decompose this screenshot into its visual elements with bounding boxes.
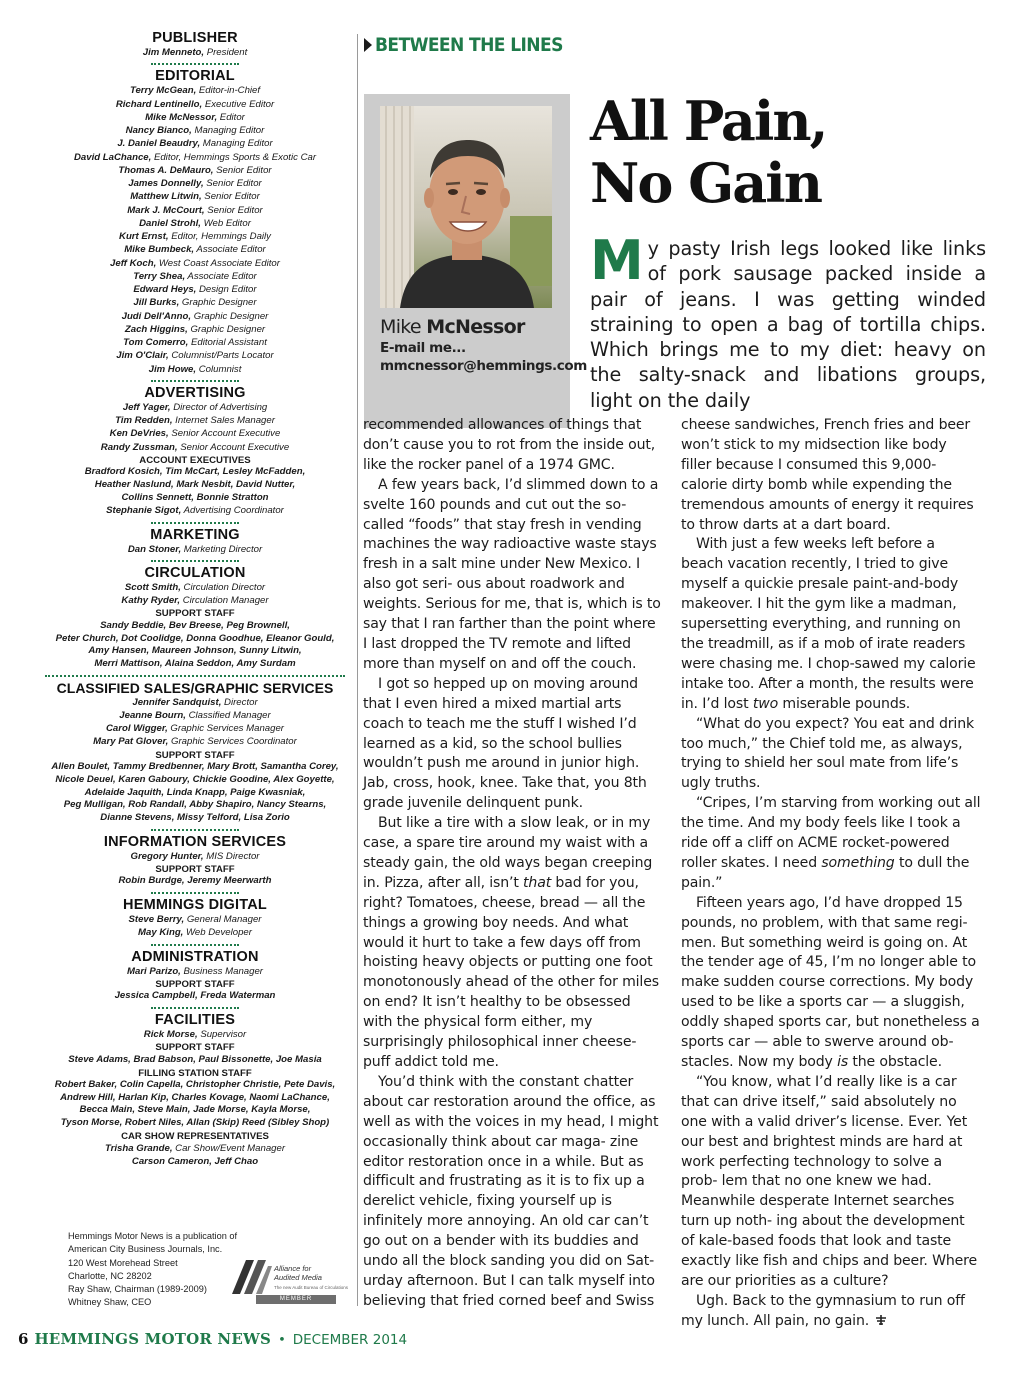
dotted-divider xyxy=(151,827,239,831)
staff-role: Circulation Director xyxy=(180,581,266,593)
staff-name: Trisha Grande, xyxy=(104,1143,173,1155)
paragraph xyxy=(681,535,981,714)
staff-role: Editorial Assistant xyxy=(188,337,267,348)
aam-logo-icon xyxy=(232,1258,276,1294)
staff-role: Web Developer xyxy=(183,927,252,939)
staff-group-line: Adelaide Jaquith, Linda Knapp, Paige Kwasniak, xyxy=(84,786,306,798)
text-run: bad for you, right? Tomatoes, cheese, bread — all the things a growing boy needs. And what would it hurt to take a few days off from hoisting heavy objects or putting one foot monotonously ahead of the other for miles on end? It isn’t healthy to be obsessed with the physical form either, my surprisingly philosophical inner cheese-puff addict told me. xyxy=(363,874,659,1070)
author-name xyxy=(380,316,525,338)
staff-role: Supervisor xyxy=(197,1029,247,1041)
emphasis: that xyxy=(523,874,552,891)
emphasis: two xyxy=(752,695,779,712)
page-number: 6 xyxy=(18,1330,29,1348)
staff-group-line: Allen Boulet, Tammy Bredbenner, Mary Brott, Samantha Corey, xyxy=(51,761,339,773)
masthead-marketing xyxy=(44,527,346,556)
staff-line xyxy=(44,926,346,939)
text-run: miserable pounds. xyxy=(778,695,911,712)
staff-line xyxy=(44,190,346,203)
bullet-separator: • xyxy=(278,1333,286,1348)
masthead-information-services xyxy=(44,834,346,888)
lede-text: y pasty Irish legs looked like links of pork sausage packed inside a pair of jeans. I was getting winded straining to open a bag of tortilla chips. Which brings me to my diet: heavy on the salty-snack and libations groups, light on the daily xyxy=(590,237,986,412)
staff-name: Matthew Litwin, xyxy=(130,191,202,203)
staff-line xyxy=(44,270,346,283)
staff-role: Columnist xyxy=(196,363,242,375)
paragraph xyxy=(681,1292,981,1332)
author-box xyxy=(364,94,587,428)
staff-group-line: Bradford Kosich, Tim McCart, Lesley McFadden, xyxy=(84,466,306,478)
emphasis: something xyxy=(821,854,895,871)
staff-line xyxy=(44,414,346,427)
staff-line xyxy=(44,111,346,124)
staff-role: Graphic Designer xyxy=(187,323,266,335)
staff-name: Mary Pat Glover, xyxy=(93,736,169,748)
staff-line xyxy=(44,735,346,748)
aam-line: Audited Media xyxy=(274,1273,322,1282)
masthead-facilities xyxy=(44,1012,346,1168)
staff-line xyxy=(44,84,346,97)
author-email-link[interactable]: mmcnessor@hemmings.com xyxy=(380,358,587,374)
dotted-divider xyxy=(151,61,239,65)
section-title-circulation: CIRCULATION xyxy=(144,564,246,581)
staff-role: Senior Editor xyxy=(204,204,263,216)
paragraph: “What do you expect? You eat and drink too much,” the Chief told me, as always, trying to shield her soul mate from life’s ugly truths. xyxy=(681,715,974,792)
staff-line xyxy=(44,913,346,926)
staff-line xyxy=(44,257,346,270)
staff-name: Mike Bumbeck, xyxy=(124,244,195,256)
staff-line xyxy=(44,441,346,454)
staff-name: Terry McGean, xyxy=(129,85,197,97)
staff-line xyxy=(44,543,346,556)
staff-line xyxy=(44,124,346,137)
staff-role: Senior Editor xyxy=(203,178,262,189)
text-run: to dull the pain.” xyxy=(681,854,970,891)
publication-info-line: American City Business Journals, Inc. xyxy=(68,1244,223,1255)
staff-role: Car Show/Event Manager xyxy=(172,1143,286,1155)
emphasis: is xyxy=(837,1054,849,1070)
staff-line xyxy=(44,504,346,517)
staff-role: Managing Editor xyxy=(200,138,273,150)
text-run: “Cripes, I’m starving from working out all the time. And my body feels like I took a ride off a cliff on ACME rocket-powered roller skates. I need xyxy=(681,795,981,871)
staff-name: Rick Morse, xyxy=(143,1029,198,1041)
section-title-publisher: PUBLISHER xyxy=(152,30,238,46)
staff-role: Columnist/Parts Locator xyxy=(168,350,274,362)
staff-line xyxy=(44,850,346,863)
staff-role: Associate Editor xyxy=(194,244,266,256)
staff-name: Terry Shea, xyxy=(133,270,186,282)
staff-name: Thomas A. DeMauro, xyxy=(118,164,214,176)
dotted-divider xyxy=(151,558,239,562)
staff-role: Editor-in-Chief xyxy=(196,85,261,97)
subsection-title-support-staff: SUPPORT STAFF xyxy=(155,863,235,875)
article-column-1 xyxy=(363,416,663,1312)
author-email-label: E-mail me... xyxy=(380,340,466,356)
text-run: the obstacle. xyxy=(848,1054,942,1070)
staff-line xyxy=(44,283,346,296)
staff-role: Editor xyxy=(217,111,245,123)
staff-line xyxy=(44,363,346,376)
staff-role: Internet Sales Manager xyxy=(172,415,275,426)
publication-info-lines xyxy=(68,1230,237,1310)
masthead-classified xyxy=(44,680,346,825)
staff-role: Executive Editor xyxy=(202,98,275,110)
aam-member-badge: MEMBER xyxy=(256,1295,336,1304)
staff-group-line: Merri Mattison, Alaina Seddon, Amy Surdam xyxy=(94,657,296,669)
staff-line xyxy=(44,296,346,309)
staff-group-line: Robert Baker, Colin Capella, Christopher Christie, Pete Davis, xyxy=(54,1079,336,1091)
staff-line xyxy=(44,46,346,59)
masthead-advertising xyxy=(44,385,346,518)
staff-name: Steve Berry, xyxy=(128,914,185,926)
paragraph xyxy=(681,894,981,1073)
staff-line xyxy=(44,137,346,150)
staff-group-line: Amy Hansen, Maureen Johnson, Sunny Litwin, xyxy=(88,645,302,657)
staff-name: Mark J. McCourt, xyxy=(127,204,205,216)
staff-role: Design Editor xyxy=(196,284,257,295)
paragraph: “You know, what I’d really like is a car that can drive itself,” said absolutely no one with a valid driver’s license. Ever. Yet our best and brightest minds are hard at work perfecting technology to solve a prob- lem that no one knew we had. Meanwhile desperate Internet searches turn up noth- ing about the development of kale-based foods that look and taste exactly like fish and chips and beer. Where are our priorities as a culture? xyxy=(681,1073,978,1289)
staff-line xyxy=(44,696,346,709)
staff-role: Marketing Director xyxy=(181,543,263,555)
staff-group-line: Peter Church, Dot Coolidge, Donna Goodhue, Eleanor Gould, xyxy=(55,632,335,644)
staff-line xyxy=(44,336,346,349)
staff-group-line: Collins Sennett, Bonnie Stratton xyxy=(121,491,269,503)
subsection-title-support-staff: SUPPORT STAFF xyxy=(155,1042,235,1054)
staff-line xyxy=(44,310,346,323)
section-title-advertising: ADVERTISING xyxy=(144,384,246,401)
publication-info-line: Hemmings Motor News is a publication of xyxy=(68,1231,238,1241)
publication-info-line: Ray Shaw, Chairman (1989-2009) xyxy=(68,1284,207,1295)
author-photo xyxy=(380,106,552,308)
aam-line: Alliance for xyxy=(274,1264,312,1273)
triangle-arrow-icon xyxy=(364,38,372,52)
paragraph: A few years back, I’d slimmed down to a svelte 160 pounds and cut out the so-called “foods” that stay fresh in vending machines the way radioactive waste stays fresh in a salt mine under New Mexico. I also got seri- ous about roadwork and weights. Serious for me, that is, which is to say that I ran farther than the point where I last dropped the TV remote and lifted more than myself on and off the couch. xyxy=(363,476,661,672)
staff-name: Carol Wigger, xyxy=(106,723,168,735)
paragraph: recommended allowances of things that don’t cause you to rot from the inside out, like the rocker panel of a 1974 GMC. xyxy=(363,417,656,473)
article-lede xyxy=(590,229,986,412)
section-title-editorial: EDITORIAL xyxy=(155,68,235,85)
staff-name: Edward Heys, xyxy=(133,284,197,295)
staff-name: Daniel Strohl, xyxy=(139,217,201,229)
masthead-digital xyxy=(44,897,346,940)
staff-name: Jeanne Bourn, xyxy=(119,709,186,721)
staff-group-line: Dianne Stevens, Missy Telford, Lisa Zorio xyxy=(100,811,290,823)
staff-line xyxy=(44,98,346,111)
author-first-name: Mike xyxy=(380,316,421,338)
staff-line xyxy=(44,581,346,594)
staff-name: Randy Zussman, xyxy=(100,441,178,453)
staff-line xyxy=(44,594,346,607)
staff-name: Jim Menneto, xyxy=(142,47,205,58)
staff-group-line: Sandy Beddie, Bev Breese, Peg Brownell, xyxy=(100,619,290,631)
article-headline xyxy=(590,90,1010,214)
staff-role: Senior Account Executive xyxy=(177,441,290,453)
section-title-administration: ADMINISTRATION xyxy=(131,948,259,965)
dotted-divider xyxy=(151,520,239,524)
staff-role: Senior Editor xyxy=(213,164,272,176)
publication-name: HEMMINGS MOTOR NEWS xyxy=(34,1330,272,1348)
staff-name: Gregory Hunter, xyxy=(130,850,204,862)
end-mark-icon xyxy=(875,1314,887,1326)
staff-line xyxy=(44,1142,346,1155)
staff-role: Editor, Hemmings Sports & Exotic Car xyxy=(151,151,317,163)
staff-role: Graphic Designer xyxy=(179,297,257,309)
publication-info xyxy=(68,1228,349,1310)
masthead-circulation xyxy=(44,565,346,671)
staff-line xyxy=(44,217,346,230)
staff-name: Mari Parizo, xyxy=(127,965,181,977)
staff-line xyxy=(44,243,346,256)
staff-name: Zach Higgins, xyxy=(124,323,188,335)
staff-name: Mike McNessor, xyxy=(145,111,218,123)
staff-name: Richard Lentinello, xyxy=(115,98,203,110)
staff-group-line: Jessica Campbell, Freda Waterman xyxy=(114,990,276,1002)
staff-group-line: Robin Burdge, Jeremy Meerwarth xyxy=(118,875,272,887)
staff-name: Scott Smith, xyxy=(124,581,181,593)
staff-line xyxy=(44,204,346,217)
aam-tagline: The new Audit Bureau of Circulations xyxy=(274,1285,349,1290)
staff-role: Graphic Designer xyxy=(191,310,269,322)
section-title-marketing: MARKETING xyxy=(150,526,240,543)
staff-name: Kurt Ernst, xyxy=(119,231,169,242)
section-title-facilities: FACILITIES xyxy=(154,1012,236,1029)
staff-role: Graphic Services Coordinator xyxy=(168,736,297,748)
publication-info-line: 120 West Morehead Street xyxy=(68,1257,178,1268)
headline-line: No Gain xyxy=(590,151,822,215)
staff-name: May King, xyxy=(138,927,184,939)
section-title-information-services: INFORMATION SERVICES xyxy=(103,833,287,850)
staff-line xyxy=(44,1028,346,1041)
section-title-digital: HEMMINGS DIGITAL xyxy=(123,897,267,914)
text-run: But like a tire with a slow leak, or in my case, a spare tire around my waist with a steady gain, the old ways began creeping in. Pizza, after all, isn’t xyxy=(363,815,653,891)
staff-role: General Manager xyxy=(184,914,262,926)
staff-group-line: Peg Mulligan, Rob Randall, Abby Shapiro, Nancy Stearns, xyxy=(63,799,327,811)
dotted-divider xyxy=(151,378,239,382)
masthead-publisher xyxy=(44,30,346,59)
staff-line xyxy=(44,230,346,243)
staff-name: Jeff Koch, xyxy=(110,257,157,269)
text-run: With just a few weeks left before a beach vacation recently, I tried to give myself a quickie presale paint-and-body makeover. I hit the gym like a madman, supersetting everything, and running on the treadmill, as if a mob of irate readers were chasing me. I chop-sawed my calorie intake too. After a month, the results were in. I’d lost xyxy=(681,536,976,712)
staff-name: Jill Burks, xyxy=(133,297,180,309)
publication-info-line: Whitney Shaw, CEO xyxy=(68,1297,152,1308)
subsection-title-support-staff: SUPPORT STAFF xyxy=(155,608,235,620)
staff-line xyxy=(44,177,346,190)
staff-name: James Donnelly, xyxy=(128,178,204,189)
staff-role: Senior Editor xyxy=(201,191,260,203)
dotted-divider xyxy=(151,942,239,946)
text-run: Fifteen years ago, I’d have dropped 15 pounds, no problem, with that same regi- men. But something weird is going on. At the tender age of 45, I’m no longer able to make sudden course corrections. My body used to be like a sports car — a sluggish, oddly shaped sports car, but nonetheless a sports car — able to swerve around ob- stacles. Now my body xyxy=(681,894,980,1070)
staff-line xyxy=(44,965,346,978)
staff-name: Ken DeVries, xyxy=(109,428,169,440)
subsection-title-support-staff: SUPPORT STAFF xyxy=(155,749,235,761)
text-run: Ugh. Back to the gymnasium to run off my lunch. All pain, no gain. xyxy=(681,1292,965,1329)
staff-role: West Coast Associate Editor xyxy=(156,257,280,269)
subsection-title-support-staff: SUPPORT STAFF xyxy=(155,978,235,990)
staff-role: Advertising Coordinator xyxy=(181,505,284,517)
staff-role: Business Manager xyxy=(180,965,263,977)
staff-line xyxy=(44,151,346,164)
staff-name: Jeff Yager, xyxy=(122,401,171,413)
staff-line xyxy=(44,401,346,414)
staff-name: Judi Dell'Anno, xyxy=(121,310,192,322)
masthead-administration xyxy=(44,949,346,1003)
dotted-divider xyxy=(151,890,239,894)
staff-group-line: Andrew Hill, Harlan Kip, Charles Kovage, Naomi LaChance, xyxy=(60,1091,330,1103)
staff-role: Managing Editor xyxy=(191,125,265,136)
staff-role: Graphic Services Manager xyxy=(167,723,284,735)
section-title-classified: CLASSIFIED SALES/GRAPHIC SERVICES xyxy=(56,679,334,696)
staff-role: Circulation Manager xyxy=(180,595,269,607)
staff-line xyxy=(44,427,346,440)
staff-line xyxy=(44,164,346,177)
staff-line xyxy=(44,323,346,336)
staff-role: Director of Advertising xyxy=(170,401,268,413)
staff-role: Editor, Hemmings Daily xyxy=(168,231,271,242)
staff-role: Director xyxy=(221,696,258,708)
paragraph xyxy=(363,814,663,1073)
staff-role: Classified Manager xyxy=(185,709,271,721)
staff-name: David LaChance, xyxy=(73,151,152,163)
staff-name: Kathy Ryder, xyxy=(121,595,181,607)
dotted-divider xyxy=(45,673,345,677)
paragraph: I got so hepped up on moving around that I even hired a mixed martial arts coach to teach me the stuff I wished I’d learned as a kid, so the school bullies wouldn’t push me around in junior high. Jab, cross, hook, knee. Take that, you 8th grade juvenile delinquent punk. xyxy=(363,675,647,812)
masthead-editorial xyxy=(44,68,346,376)
staff-name: Stephanie Sigot, xyxy=(106,505,182,517)
dotted-divider xyxy=(151,1005,239,1009)
publication-info-line: Charlotte, NC 28202 xyxy=(68,1270,152,1281)
staff-group-line: Steve Adams, Brad Babson, Paul Bissonette, Joe Masia xyxy=(68,1053,322,1065)
staff-group-line: Becca Main, Steve Main, Jade Morse, Kayla Morse, xyxy=(79,1104,311,1116)
paragraph xyxy=(681,794,981,894)
headline-line: All Pain, xyxy=(590,89,827,153)
staff-name: Tom Comerro, xyxy=(123,337,189,348)
issue-date: DECEMBER 2014 xyxy=(292,1332,408,1348)
staff-name: Jennifer Sandquist, xyxy=(132,696,222,708)
staff-name: Dan Stoner, xyxy=(127,543,182,555)
section-label-text: BETWEEN THE LINES xyxy=(375,34,563,56)
staff-group-line: Carson Cameron, Jeff Chao xyxy=(131,1155,259,1167)
author-last-name: McNessor xyxy=(426,316,525,338)
drop-cap: M xyxy=(590,229,644,292)
section-label xyxy=(364,32,563,58)
page-footer xyxy=(18,1330,407,1352)
aam-logo-text xyxy=(274,1264,322,1282)
staff-group-line: Nicole Deuel, Karen Gaboury, Chickie Goodine, Alex Goyette, xyxy=(55,773,335,785)
staff-name: Jim O'Clair, xyxy=(116,350,169,362)
staff-role: President xyxy=(204,47,248,58)
staff-line xyxy=(44,349,346,362)
subsection-title-filling-station: FILLING STATION STAFF xyxy=(138,1067,252,1079)
staff-name: J. Daniel Beaudry, xyxy=(117,138,201,150)
subsection-title-car-show: CAR SHOW REPRESENTATIVES xyxy=(121,1130,269,1142)
staff-name: Nancy Bianco, xyxy=(125,125,192,136)
staff-role: Associate Editor xyxy=(185,270,257,282)
aam-logo xyxy=(232,1258,349,1306)
staff-group-line: Heather Naslund, Mark Nesbit, David Nutter, xyxy=(94,478,296,490)
staff-name: Tim Redden, xyxy=(115,415,173,426)
masthead xyxy=(44,30,349,1310)
staff-line xyxy=(44,722,346,735)
staff-role: Web Editor xyxy=(200,217,251,229)
column-divider xyxy=(357,34,358,1306)
staff-role: MIS Director xyxy=(203,850,260,862)
paragraph: cheese sandwiches, French fries and beer won’t stick to my midsection like body filler because I consumed this 9,000-calorie dirty bomb while expending the tremendous amounts of energy it requires to throw darts at a dart board. xyxy=(681,417,974,533)
staff-line xyxy=(44,709,346,722)
paragraph: You’d think with the constant chatter about car restoration around the office, as well as with the voices in my head, I might occasionally think about car maga- zine editor restoration once in a while. But as difficult and frustrating as it is to fix up a derelict vehicle, fixing yourself up is infinitely more annoying. An old car can’t go out on a bender with its buddies and undo all the block sanding you did on Sat- urday afternoon. But I can talk myself into believing that fried corned beef and Swiss xyxy=(363,1073,659,1309)
staff-group-line: Tyson Morse, Robert Niles, Allan (Skip) Reed (Sibley Shop) xyxy=(60,1117,330,1129)
subsection-title-account-executives: ACCOUNT EXECUTIVES xyxy=(139,454,251,466)
article-column-2 xyxy=(681,416,981,1332)
staff-name: Jim Howe, xyxy=(148,363,197,375)
staff-role: Senior Account Executive xyxy=(168,428,281,440)
